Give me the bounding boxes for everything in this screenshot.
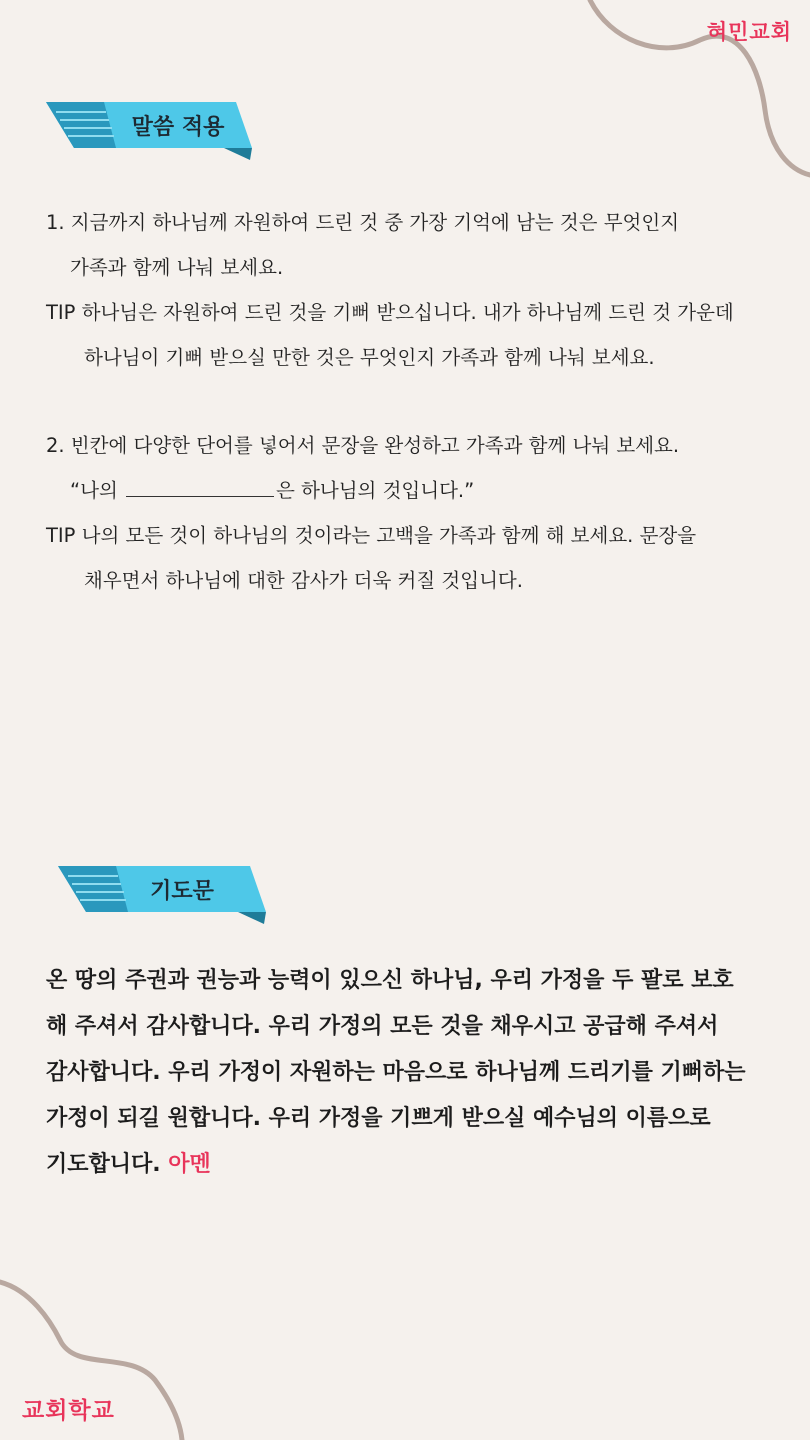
prayer-line: 해 주셔서 감사합니다. 우리 가정의 모든 것을 채우시고 공급해 주셔서 <box>46 1014 719 1039</box>
q2-tip-line1: TIP 나의 모든 것이 하나님의 것이라는 고백을 가족과 함께 해 보세요. 문장을 <box>46 524 697 547</box>
amen-text: 아멘 <box>168 1152 211 1177</box>
q1-line1: 1. 지금까지 하나님께 자원하여 드린 것 중 가장 기억에 남는 것은 무엇인지 <box>46 211 680 234</box>
fill-in-blank <box>126 478 274 497</box>
q2-tip-line2: 채우면서 하나님에 대한 감사가 더욱 커질 것입니다. <box>84 569 523 592</box>
section-title-prayer: 기도문 <box>150 879 214 904</box>
prayer-closing: 기도합니다. <box>46 1152 161 1177</box>
quote-start: “나의 <box>70 479 118 502</box>
apply-content <box>46 206 786 598</box>
prayer-line: 감사합니다. 우리 가정이 자원하는 마음으로 하나님께 드리기를 기뻐하는 <box>46 1060 746 1085</box>
q1-tip-line1: TIP 하나님은 자원하여 드린 것을 기뻐 받으십니다. 내가 하나님께 드린 것 가운데 <box>46 301 734 324</box>
prayer-last-line <box>46 1142 786 1188</box>
school-name: 교회학교 <box>22 1398 115 1424</box>
prayer-text <box>46 958 786 1188</box>
section-ribbon-apply <box>46 100 252 168</box>
q2-line1: 2. 빈칸에 다양한 단어를 넣어서 문장을 완성하고 가족과 함께 나눠 보세요. <box>46 434 680 457</box>
quote-end: 은 하나님의 것입니다.” <box>275 479 475 502</box>
q2-quote <box>46 474 786 508</box>
prayer-line: 온 땅의 주권과 권능과 능력이 있으신 하나님, 우리 가정을 두 팔로 보호 <box>46 968 734 993</box>
section-ribbon-prayer <box>58 864 266 932</box>
q1-line2: 가족과 함께 나눠 보세요. <box>70 256 284 279</box>
section-title-apply: 말씀 적용 <box>131 115 225 140</box>
church-name: 혀민교회 <box>706 20 792 44</box>
q1-tip-line2: 하나님이 기뻐 받으실 만한 것은 무엇인지 가족과 함께 나눠 보세요. <box>84 346 655 369</box>
prayer-line: 가정이 되길 원합니다. 우리 가정을 기쁘게 받으실 예수님의 이름으로 <box>46 1106 711 1131</box>
